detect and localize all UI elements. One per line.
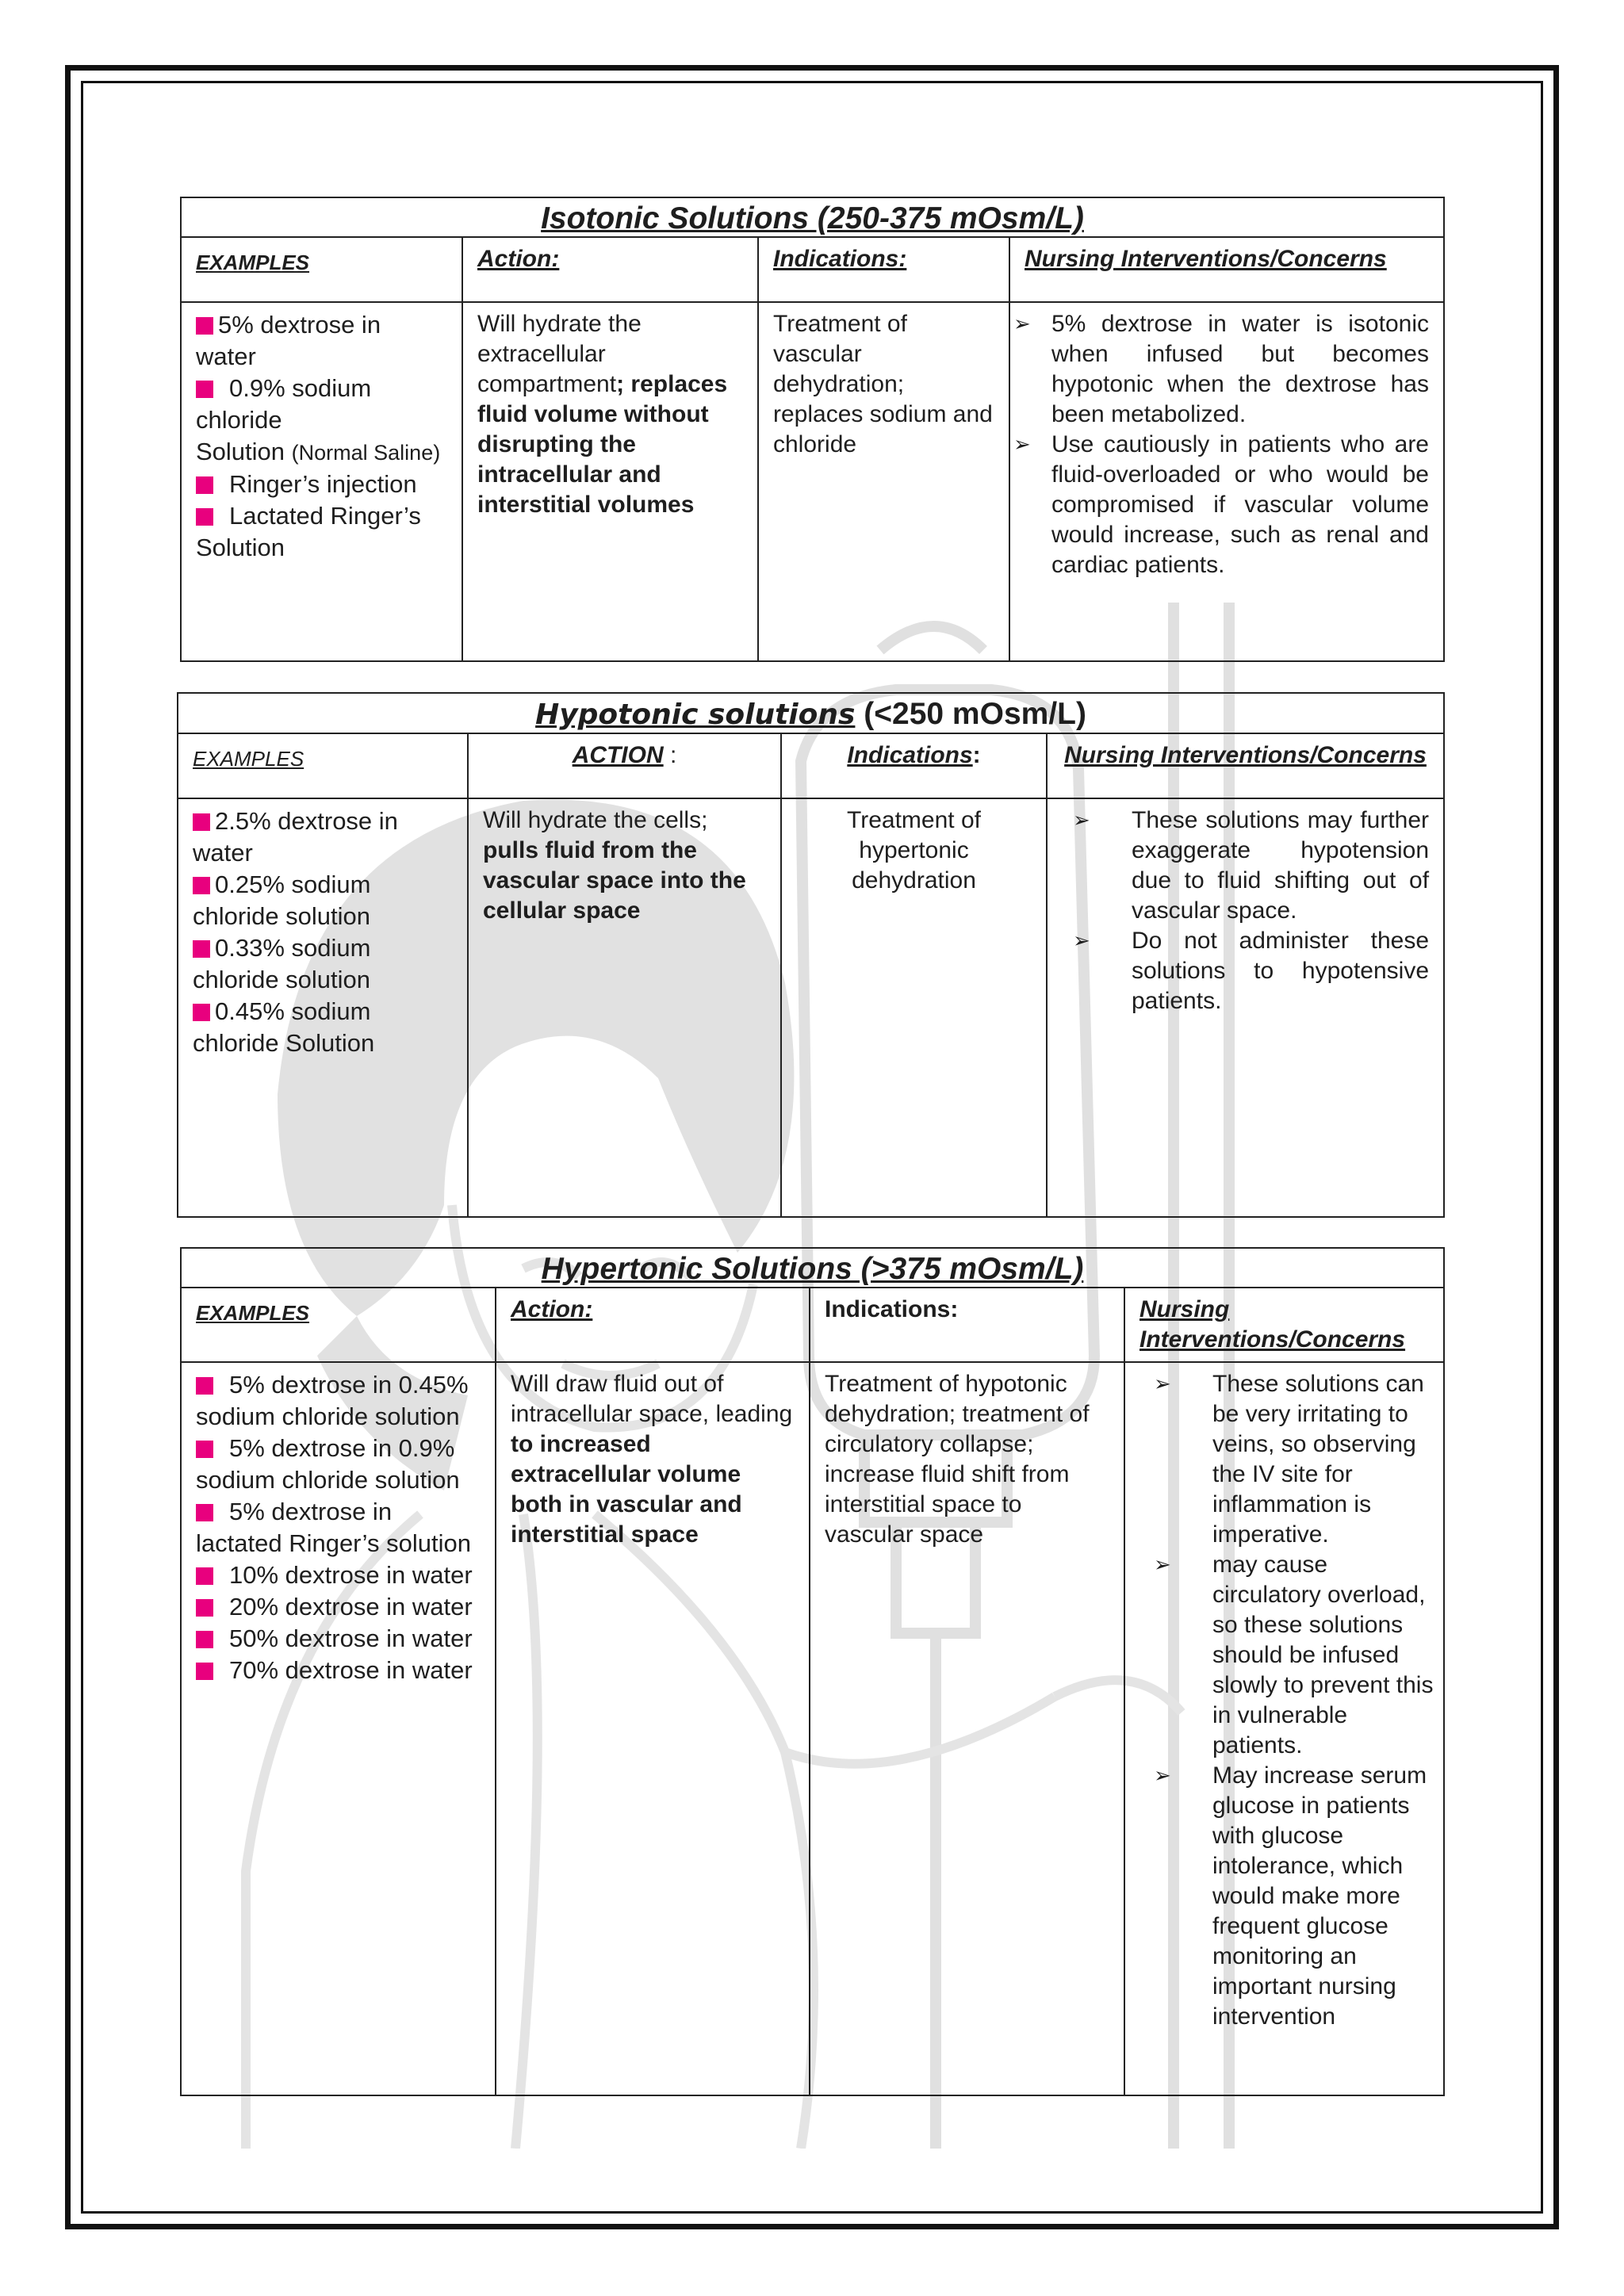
pink-square-bullet-icon: [193, 813, 210, 831]
pink-square-bullet-icon: [196, 1567, 213, 1585]
list-item: ➢ Do not administer these solutions to hypotensive patients.: [1073, 928, 1430, 1014]
isotonic-indications-header: Indications:: [758, 237, 1009, 302]
list-item: 70% dextrose in water: [196, 1655, 481, 1686]
arrowhead-bullet-icon: ➢: [1073, 809, 1090, 832]
isotonic-nursing-cell: [1009, 302, 1444, 661]
list-item: ➢ These solutions may further exaggerate hypotension due to fluid shifting out of vascular space.: [1073, 807, 1430, 924]
hypertonic-indications-cell: Treatment of hypotonic dehydration; treatment of circulatory collapse; increase fluid shift from interstitial space to vascular space: [810, 1362, 1124, 2095]
list-item: 0.25% sodium chloride solution: [193, 871, 371, 930]
pink-square-bullet-icon: [196, 508, 213, 526]
arrowhead-bullet-icon: ➢: [1073, 929, 1090, 953]
hypotonic-indications-cell: Treatment of hypertonic dehydration: [781, 798, 1047, 1217]
isotonic-examples-cell: [181, 302, 462, 661]
hypertonic-table: [180, 1247, 1445, 2096]
isotonic-action-header: Action:: [462, 237, 758, 302]
pink-square-bullet-icon: [196, 1663, 213, 1680]
list-item: ➢ 5% dextrose in water is isotonic when infused but becomes hypotonic when the dextrose has been metabolized.: [1013, 311, 1429, 427]
list-item: 5% dextrose in 0.45% sodium chloride solution: [196, 1371, 469, 1430]
isotonic-indications-cell: Treatment of vascular dehydration; replaces sodium and chloride: [758, 302, 1009, 661]
hypertonic-examples-cell: [181, 1362, 496, 2095]
pink-square-bullet-icon: [196, 1599, 213, 1617]
hypertonic-examples-header: EXAMPLES: [181, 1288, 496, 1362]
pink-square-bullet-icon: [193, 1004, 210, 1021]
arrowhead-bullet-icon: ➢: [1013, 433, 1031, 457]
arrowhead-bullet-icon: ➢: [1154, 1372, 1171, 1396]
list-item: ➢ May increase serum glucose in patients with glucose intolerance, which would make more frequent glucose monitoring an important nursing intervention: [1154, 1762, 1427, 2030]
list-item: 0.9% sodium chloride: [196, 374, 372, 434]
hypotonic-examples-cell: [178, 798, 468, 1217]
hypotonic-action-header: ACTION :: [468, 733, 781, 798]
hypotonic-nursing-header: Nursing Interventions/Concerns: [1047, 733, 1444, 798]
list-item: 20% dextrose in water: [196, 1591, 481, 1623]
pink-square-bullet-icon: [196, 476, 213, 494]
hypertonic-indications-header: Indications:: [810, 1288, 1124, 1362]
list-item: Lactated Ringer’s Solution: [196, 502, 421, 561]
pink-square-bullet-icon: [196, 1441, 213, 1458]
hypotonic-title: Hypotonic solutions (<250 mOsm/L): [178, 693, 1444, 733]
isotonic-table: [180, 197, 1445, 662]
hypotonic-action-cell: Will hydrate the cells; pulls fluid from the vascular space into the cellular space: [468, 798, 781, 1217]
arrowhead-bullet-icon: ➢: [1154, 1764, 1171, 1788]
hypotonic-indications-header: Indications:: [781, 733, 1047, 798]
hypotonic-table: [177, 692, 1445, 1218]
pink-square-bullet-icon: [193, 877, 210, 894]
list-item: 5% dextrose in water: [196, 311, 381, 370]
list-item: ➢ Use cautiously in patients who are fluid-overloaded or who would be compromised if vascular volume would increase, such as renal and cardiac patients.: [1013, 431, 1429, 578]
list-item: 5% dextrose in lactated Ringer’s solution: [196, 1498, 471, 1557]
isotonic-action-cell: Will hydrate the extracellular compartment; replaces fluid volume without disrupting the intracellular and interstitial volumes: [462, 302, 758, 661]
list-item: ➢ may cause circulatory overload, so these solutions should be infused slowly to prevent this in vulnerable patients.: [1154, 1552, 1434, 1758]
arrowhead-bullet-icon: ➢: [1013, 312, 1031, 336]
isotonic-examples-header: EXAMPLES: [181, 237, 462, 302]
hypertonic-action-header: Action:: [496, 1288, 810, 1362]
hypertonic-nursing-header: Nursing Interventions/Concerns: [1124, 1288, 1444, 1362]
list-item: Ringer’s injection: [196, 469, 447, 500]
pink-square-bullet-icon: [196, 317, 213, 335]
list-item: 0.45% sodium chloride Solution: [193, 997, 375, 1057]
arrowhead-bullet-icon: ➢: [1154, 1553, 1171, 1577]
list-item: 2.5% dextrose in water: [193, 807, 398, 867]
pink-square-bullet-icon: [196, 381, 213, 398]
list-item: Solution (Normal Saline): [196, 438, 441, 465]
pink-square-bullet-icon: [196, 1504, 213, 1521]
hypotonic-examples-header: EXAMPLES: [178, 733, 468, 798]
isotonic-nursing-header: Nursing Interventions/Concerns: [1009, 237, 1444, 302]
list-item: 0.33% sodium chloride solution: [193, 934, 371, 993]
list-item: 10% dextrose in water: [196, 1559, 481, 1591]
list-item: 5% dextrose in 0.9% sodium chloride solution: [196, 1434, 460, 1494]
hypertonic-nursing-cell: [1124, 1362, 1444, 2095]
isotonic-title: Isotonic Solutions (250-375 mOsm/L): [181, 197, 1444, 237]
list-item: ➢ These solutions can be very irritating to veins, so observing the IV site for inflammation is imperative.: [1154, 1371, 1424, 1548]
list-item: 50% dextrose in water: [196, 1623, 481, 1655]
hypertonic-action-cell: Will draw fluid out of intracellular space, leading to increased extracellular volume both in vascular and interstitial space: [496, 1362, 810, 2095]
pink-square-bullet-icon: [193, 940, 210, 958]
hypotonic-nursing-cell: [1047, 798, 1444, 1217]
hypertonic-title: Hypertonic Solutions (>375 mOsm/L): [181, 1248, 1444, 1288]
pink-square-bullet-icon: [196, 1377, 213, 1395]
pink-square-bullet-icon: [196, 1631, 213, 1648]
